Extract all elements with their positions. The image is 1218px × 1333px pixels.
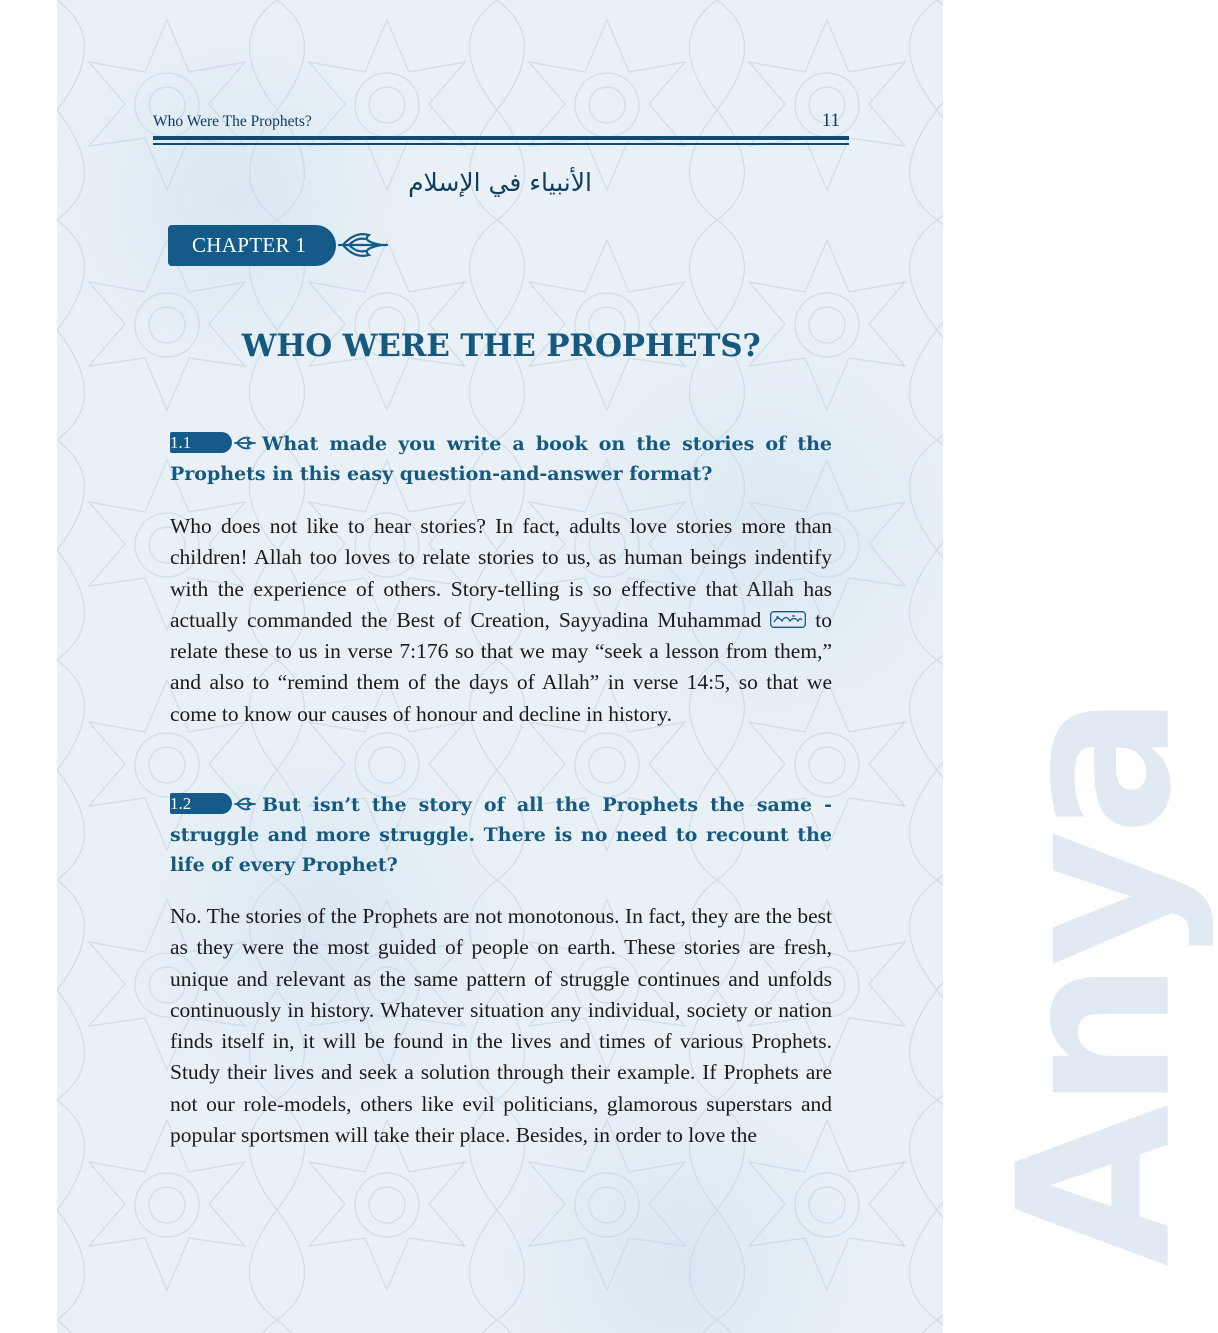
ornament-arrow-icon: [234, 436, 256, 450]
ornament-arrow-icon: [234, 797, 256, 811]
chapter-title: WHO WERE THE PROPHETS?: [241, 328, 761, 364]
salawat-calligraphy-icon: [770, 611, 806, 628]
question-text: What made you write a book on the stories of the Prophets in this easy question-and-answer format?: [170, 433, 832, 485]
chapter-badge: CHAPTER 1: [168, 225, 336, 266]
question-1-1: [170, 429, 832, 489]
answer-text: Who does not like to hear stories? In fact, adults love stories more than children! Allah too loves to relate stories to us, as human beings indentify with the experience of others. Story-telling is so effective that Allah has actually commanded the Best of Creation, Sayyadina Muhammad: [170, 514, 832, 632]
answer-text-continued: to relate these to us in verse 7:176 so that we may “seek a lesson from them,” and also to “remind them of the days of Allah” in verse 14:5, so that we come to know our causes of honour and decline in history.: [170, 607, 833, 726]
answer-1-1: [170, 511, 832, 730]
page-number: 11: [821, 110, 840, 131]
question-number-badge: 1.2: [170, 793, 232, 814]
running-header-title: Who Were The Prophets?: [153, 113, 312, 130]
question-1-2: [170, 790, 832, 880]
question-text: But isn’t the story of all the Prophets the same - struggle and more struggle. There is no need to recount the life of every Prophet?: [170, 794, 832, 876]
watermark-text: Anya: [973, 700, 1218, 1267]
chapter-ornament-icon: [337, 229, 389, 261]
arabic-book-title: الأنبياء في الإسلام: [408, 168, 592, 197]
header-rule: [153, 136, 849, 140]
question-number-badge: 1.1: [170, 432, 232, 453]
answer-text: No. The stories of the Prophets are not monotonous. In fact, they are the best as they were the most guided of people on earth. These stories are fresh, unique and relevant as the same pattern of struggle continues and unfolds continuously in history. Whatever situation any individual, society or nation finds itself in, it will be found in the lives and times of various Prophets. Study their lives and seek a solution through their example. If Prophets are not our role-models, others like evil politicians, glamorous superstars and popular sportsmen will take their place. Besides, in order to love the: [170, 904, 832, 1148]
answer-1-2: [170, 901, 832, 1151]
header-rule-thin: [153, 143, 849, 145]
